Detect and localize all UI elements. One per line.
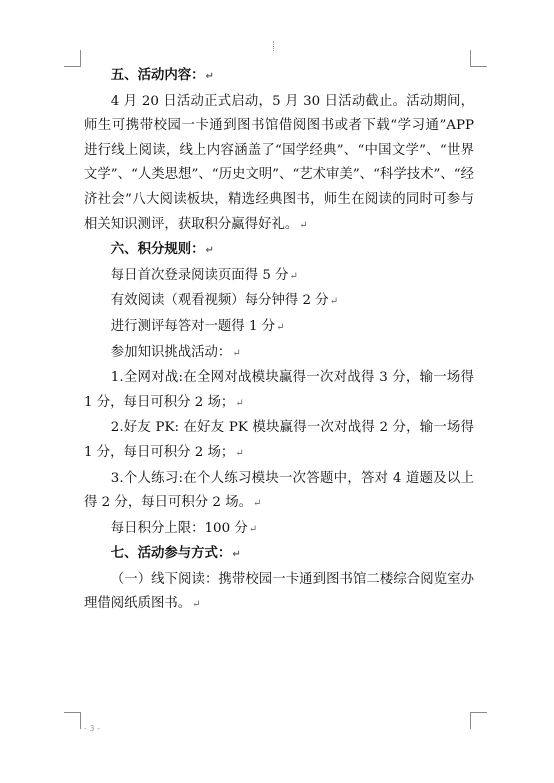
section-five-heading: 五、活动内容：↵: [110, 68, 214, 83]
rule-daily-login: 每日首次登录阅读页面得 5 分↵: [110, 267, 298, 283]
rule-challenge: 参加知识挑战活动：↵: [110, 344, 241, 360]
daily-point-limit: 每日积分上限：100 分↵: [110, 520, 258, 536]
challenge-item-3: 3.个人练习:在个人练习模块一次答题中，答对 4 道题及以上得 2 分，每日可积分 2 场。↵: [84, 470, 474, 511]
section-seven-heading: 七、活动参与方式：↵: [110, 546, 241, 562]
document-body[interactable]: [84, 64, 474, 618]
crop-mark-bottom-left: [64, 712, 81, 729]
rule-quiz: 进行测评每答对一题得 1 分↵: [110, 318, 285, 334]
offline-reading-item: （一）线下阅读：携带校园一卡通到图书馆二楼综合阅览室办理借阅纸质图书。↵: [84, 571, 474, 612]
crop-mark-top-left: [64, 50, 81, 67]
challenge-item-2: 2.好友 PK: 在好友 PK 模块赢得一次对战得 2 分，输一场得 1 分，每日可积分 2 场；↵: [84, 420, 474, 460]
section-five-paragraph: 4 月 20 日活动正式启动，5 月 30 日活动截止。活动期间，师生可携带校园一卡通到图书馆借阅图书或者下载“学习通”APP 进行线上阅读，线上内容涵盖了“国学经典”、“中国文学”、“世界文学”、“人类思想”、“历史文明”、“艺术审美”、“科学技术”、“经济社会”八大阅读板块，精选经典图书，师生在阅读的同时可参与相关知识测评，获取积分赢得好礼。↵: [84, 93, 474, 232]
challenge-item-1: 1.全网对战:在全网对战模块赢得一次对战得 3 分，输一场得 1 分，每日可积分 2 场；↵: [84, 370, 474, 410]
top-margin-mark: [273, 41, 276, 51]
crop-mark-bottom-right: [470, 712, 487, 729]
section-six-heading: 六、积分规则：↵: [110, 242, 214, 258]
page-footer-number: - 3 -: [84, 724, 100, 733]
rule-effective-reading: 有效阅读（观看视频）每分钟得 2 分↵: [110, 293, 339, 309]
